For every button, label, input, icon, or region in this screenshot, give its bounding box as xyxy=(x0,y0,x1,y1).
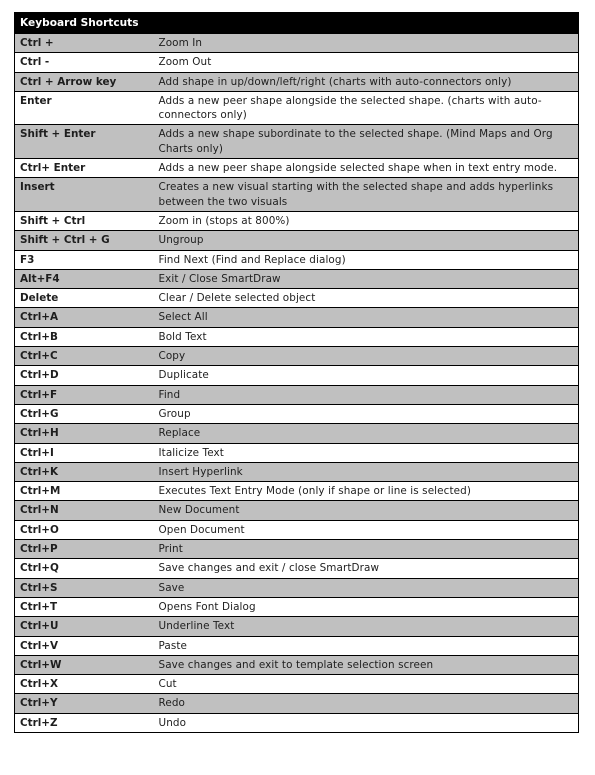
shortcut-description: Zoom in (stops at 800%) xyxy=(152,211,579,230)
table-row xyxy=(15,385,579,404)
table-header-row xyxy=(15,13,579,34)
shortcut-key: Ctrl+F xyxy=(15,385,152,404)
table-row xyxy=(15,72,579,91)
table-row xyxy=(15,636,579,655)
table-row xyxy=(15,540,579,559)
table-row xyxy=(15,347,579,366)
shortcut-key: Ctrl + Arrow key xyxy=(15,72,152,91)
shortcut-description: Ungroup xyxy=(152,231,579,250)
shortcut-description: Adds a new peer shape alongside selected shape when in text entry mode. xyxy=(152,159,579,178)
shortcut-description: Save changes and exit to template selection screen xyxy=(152,655,579,674)
table-row xyxy=(15,366,579,385)
table-row xyxy=(15,520,579,539)
shortcuts-table xyxy=(14,12,579,733)
shortcut-key: Delete xyxy=(15,289,152,308)
shortcut-key: F3 xyxy=(15,250,152,269)
table-row xyxy=(15,178,579,212)
shortcut-description: Clear / Delete selected object xyxy=(152,289,579,308)
shortcut-key: Insert xyxy=(15,178,152,212)
table-row xyxy=(15,91,579,125)
table-row xyxy=(15,308,579,327)
shortcut-description: Bold Text xyxy=(152,327,579,346)
shortcut-key: Ctrl+Q xyxy=(15,559,152,578)
shortcut-key: Shift + Ctrl + G xyxy=(15,231,152,250)
shortcut-key: Ctrl+A xyxy=(15,308,152,327)
table-row xyxy=(15,443,579,462)
shortcut-description: Creates a new visual starting with the selected shape and adds hyperlinks between the two visuals xyxy=(152,178,579,212)
shortcut-description: Zoom Out xyxy=(152,53,579,72)
shortcut-description: Executes Text Entry Mode (only if shape or line is selected) xyxy=(152,482,579,501)
shortcut-description: Undo xyxy=(152,713,579,732)
shortcut-key: Ctrl+Y xyxy=(15,694,152,713)
shortcut-description: Replace xyxy=(152,424,579,443)
shortcut-key: Ctrl+N xyxy=(15,501,152,520)
shortcut-description: Exit / Close SmartDraw xyxy=(152,269,579,288)
table-row xyxy=(15,327,579,346)
table-row xyxy=(15,53,579,72)
table-row xyxy=(15,250,579,269)
shortcut-description: Paste xyxy=(152,636,579,655)
table-row xyxy=(15,231,579,250)
shortcut-key: Ctrl+W xyxy=(15,655,152,674)
table-row xyxy=(15,159,579,178)
shortcut-description: Save xyxy=(152,578,579,597)
table-row xyxy=(15,694,579,713)
shortcuts-table-body xyxy=(15,34,579,733)
shortcut-key: Ctrl+G xyxy=(15,404,152,423)
shortcut-description: Duplicate xyxy=(152,366,579,385)
shortcut-key: Ctrl - xyxy=(15,53,152,72)
shortcut-key: Ctrl+V xyxy=(15,636,152,655)
shortcut-key: Ctrl+S xyxy=(15,578,152,597)
shortcut-description: Find xyxy=(152,385,579,404)
table-row xyxy=(15,655,579,674)
shortcut-key: Enter xyxy=(15,91,152,125)
table-row xyxy=(15,501,579,520)
shortcut-description: Save changes and exit / close SmartDraw xyxy=(152,559,579,578)
table-row xyxy=(15,578,579,597)
shortcut-key: Ctrl+Z xyxy=(15,713,152,732)
shortcut-key: Ctrl+H xyxy=(15,424,152,443)
shortcut-key: Ctrl+U xyxy=(15,617,152,636)
shortcuts-sheet xyxy=(14,12,578,733)
shortcut-key: Ctrl+ Enter xyxy=(15,159,152,178)
shortcut-key: Ctrl+X xyxy=(15,675,152,694)
table-row xyxy=(15,289,579,308)
table-row xyxy=(15,597,579,616)
shortcut-description: Open Document xyxy=(152,520,579,539)
shortcut-key: Ctrl + xyxy=(15,34,152,53)
shortcut-key: Alt+F4 xyxy=(15,269,152,288)
table-row xyxy=(15,125,579,159)
shortcut-description: Redo xyxy=(152,694,579,713)
shortcut-description: Adds a new shape subordinate to the selected shape. (Mind Maps and Org Charts only) xyxy=(152,125,579,159)
shortcut-description: Cut xyxy=(152,675,579,694)
shortcut-description: Opens Font Dialog xyxy=(152,597,579,616)
shortcut-key: Ctrl+P xyxy=(15,540,152,559)
shortcut-description: Group xyxy=(152,404,579,423)
table-row xyxy=(15,482,579,501)
shortcut-key: Ctrl+D xyxy=(15,366,152,385)
table-title: Keyboard Shortcuts xyxy=(15,13,579,34)
table-row xyxy=(15,617,579,636)
table-row xyxy=(15,559,579,578)
table-row xyxy=(15,404,579,423)
table-row xyxy=(15,269,579,288)
shortcut-key: Ctrl+K xyxy=(15,462,152,481)
shortcut-key: Shift + Enter xyxy=(15,125,152,159)
table-row xyxy=(15,34,579,53)
shortcut-description: Italicize Text xyxy=(152,443,579,462)
shortcut-description: Add shape in up/down/left/right (charts with auto-connectors only) xyxy=(152,72,579,91)
table-row xyxy=(15,675,579,694)
shortcut-description: New Document xyxy=(152,501,579,520)
shortcut-description: Underline Text xyxy=(152,617,579,636)
table-row xyxy=(15,462,579,481)
shortcut-description: Print xyxy=(152,540,579,559)
table-row xyxy=(15,211,579,230)
shortcut-key: Ctrl+T xyxy=(15,597,152,616)
shortcut-description: Copy xyxy=(152,347,579,366)
shortcut-description: Select All xyxy=(152,308,579,327)
shortcut-description: Adds a new peer shape alongside the selected shape. (charts with auto-connectors only) xyxy=(152,91,579,125)
shortcut-description: Find Next (Find and Replace dialog) xyxy=(152,250,579,269)
shortcut-key: Ctrl+O xyxy=(15,520,152,539)
shortcut-key: Shift + Ctrl xyxy=(15,211,152,230)
shortcut-description: Insert Hyperlink xyxy=(152,462,579,481)
shortcut-key: Ctrl+I xyxy=(15,443,152,462)
shortcut-key: Ctrl+C xyxy=(15,347,152,366)
shortcut-description: Zoom In xyxy=(152,34,579,53)
shortcut-key: Ctrl+B xyxy=(15,327,152,346)
shortcut-key: Ctrl+M xyxy=(15,482,152,501)
table-row xyxy=(15,424,579,443)
table-row xyxy=(15,713,579,732)
